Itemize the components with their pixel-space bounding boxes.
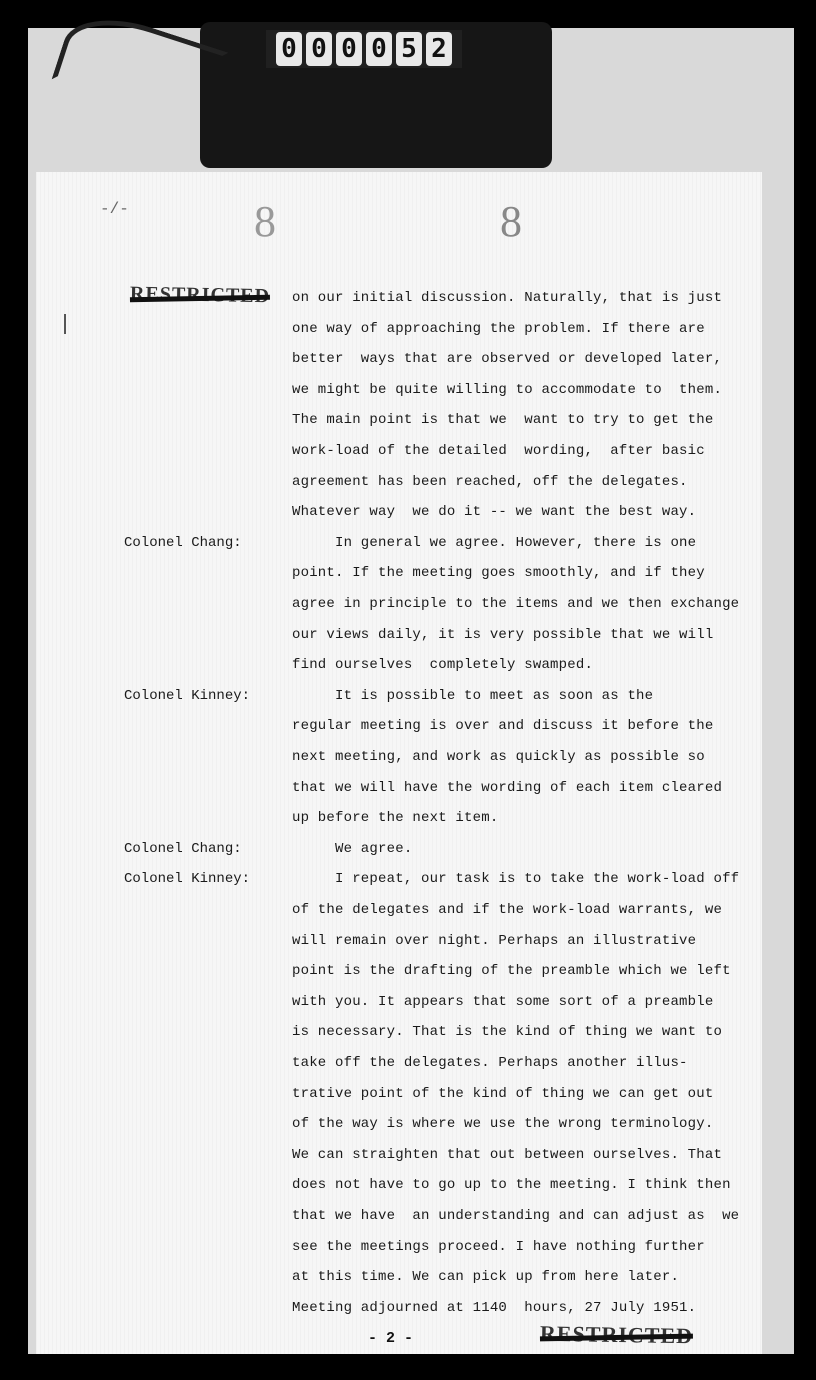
frame-counter-device — [200, 22, 552, 168]
transcript-line: is necessary. That is the kind of thing we want to — [292, 1024, 723, 1041]
speaker-label: Colonel Chang: — [124, 534, 242, 551]
margin-mark — [64, 314, 66, 334]
transcript-line: of the delegates and if the work-load warrants, we — [292, 902, 723, 918]
transcript-line: We can straighten that out between ourselves. That — [292, 1146, 723, 1163]
folio-number: 8 — [254, 197, 276, 246]
transcript-line: with you. It appears that some sort of a preamble — [292, 993, 714, 1010]
restricted-stamp-bottom: RESTRICTED — [539, 1320, 694, 1349]
transcript-line: point is the drafting of the preamble which we left — [292, 963, 731, 980]
counter-digit: 0 — [336, 32, 362, 66]
transcript-line: The main point is that we want to try to get the — [292, 412, 714, 429]
transcript-line: that we have an understanding and can adjust as we — [292, 1208, 740, 1224]
transcript-line: one way of approaching the problem. If there are — [292, 320, 705, 337]
transcript-line: see the meetings proceed. I have nothing further — [292, 1238, 705, 1255]
transcript-line: on our initial discussion. Naturally, that is just — [292, 290, 723, 306]
transcript-line: at this time. We can pick up from here later. — [292, 1269, 680, 1286]
page-number: - 2 - — [368, 1330, 414, 1347]
folio-number: 8 — [500, 197, 522, 246]
transcript-line: point. If the meeting goes smoothly, and if they — [292, 565, 705, 582]
speaker-label: Colonel Chang: — [124, 840, 242, 857]
restricted-stamp-top: RESTRICTED — [129, 282, 271, 308]
transcript-line: We agree. — [292, 840, 413, 857]
transcript-line: does not have to go up to the meeting. I think then — [292, 1177, 731, 1194]
transcript-line: find ourselves completely swamped. — [292, 657, 594, 674]
transcript-line: trative point of the kind of thing we can get out — [292, 1085, 714, 1102]
speaker-label: Colonel Kinney: — [124, 871, 251, 888]
transcript-line: that we will have the wording of each item cleared — [292, 779, 723, 796]
transcript-line: our views daily, it is very possible that we will — [292, 626, 714, 643]
transcript-line: agree in principle to the items and we then exchange — [292, 596, 740, 612]
transcript-line: of the way is where we use the wrong terminology. — [292, 1116, 714, 1133]
transcript-line: regular meeting is over and discuss it before the — [292, 718, 714, 735]
transcript-line: take off the delegates. Perhaps another illus- — [292, 1055, 688, 1071]
transcript-line: better ways that are observed or developed later, — [292, 351, 723, 368]
transcript-line: In general we agree. However, there is one — [292, 534, 697, 551]
transcript-line: agreement has been reached, off the delegates. — [292, 473, 688, 490]
transcript-line: I repeat, our task is to take the work-load off — [292, 871, 740, 888]
counter-digits — [266, 30, 462, 68]
transcript-line: up before the next item. — [292, 810, 499, 827]
transcript-line: work-load of the detailed wording, after basic — [292, 443, 705, 459]
transcript-line: we might be quite willing to accommodate to them. — [292, 381, 723, 398]
counter-digit: 0 — [306, 32, 332, 66]
transcript-line: Meeting adjourned at 1140 hours, 27 July 1951. — [292, 1299, 697, 1316]
transcript-line: Whatever way we do it -- we want the best way. — [292, 504, 697, 521]
transcript-line: will remain over night. Perhaps an illustrative — [292, 932, 697, 949]
counter-digit: 0 — [366, 32, 392, 66]
corner-mark: -/- — [100, 200, 129, 218]
transcript-line: next meeting, and work as quickly as possible so — [292, 749, 705, 765]
counter-digit: 0 — [276, 32, 302, 66]
transcript-line: It is possible to meet as soon as the — [292, 687, 654, 704]
counter-digit: 5 — [396, 32, 422, 66]
speaker-label: Colonel Kinney: — [124, 687, 251, 704]
counter-digit: 2 — [426, 32, 452, 66]
